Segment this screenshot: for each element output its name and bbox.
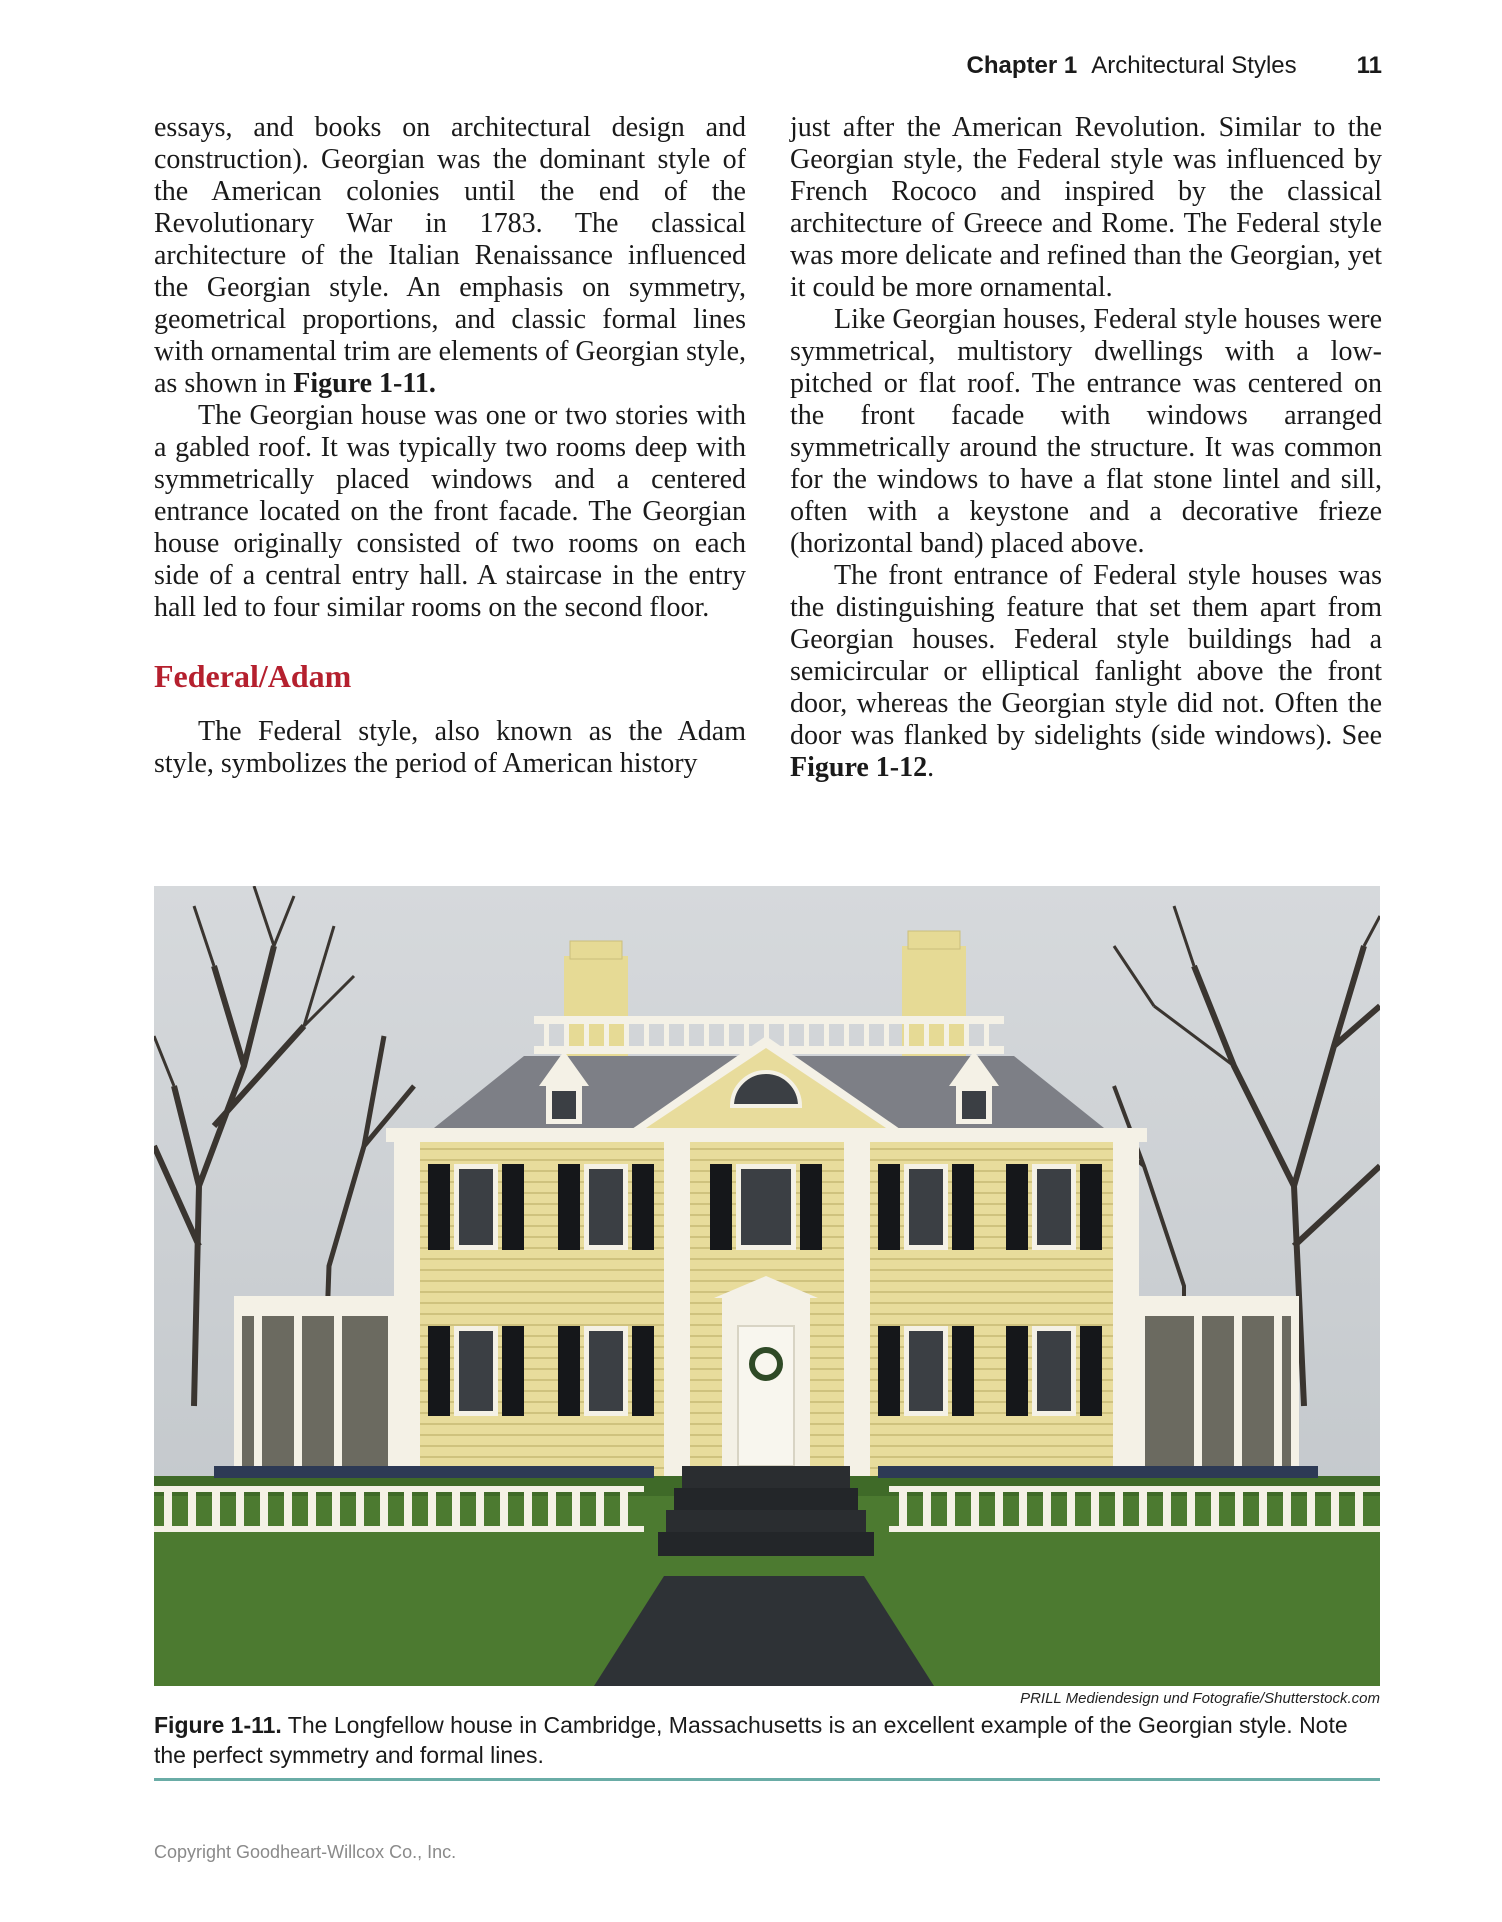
- front-steps: [658, 1466, 874, 1556]
- figure-photo: [154, 886, 1380, 1686]
- running-header: [0, 48, 1382, 84]
- photo-credit: PRILL Mediendesign und Fotografie/Shutterstock.com: [1020, 1690, 1380, 1707]
- paragraph: [790, 560, 1382, 784]
- paragraph-end: .: [927, 752, 935, 783]
- paragraph: [154, 112, 746, 400]
- chapter-title: Architectural Styles: [1091, 52, 1297, 79]
- figure-reference: Figure 1-11.: [293, 368, 436, 399]
- left-column: [154, 112, 746, 780]
- section-heading: Federal/Adam: [154, 658, 352, 694]
- foundation-right: [878, 1466, 1318, 1478]
- caption-rule: [154, 1778, 1380, 1781]
- house-photo-illustration: [154, 886, 1380, 1686]
- paragraph: Like Georgian houses, Federal style houses were symmetrical, multistory dwellings with a low-pitched or flat roof. The entrance was centered on the front facade with windows arranged symmetrically around the structure. It was common for the windows to have a flat stone lintel and sill, often with a keystone and a decorative frieze (horizontal band) placed above.: [790, 304, 1382, 559]
- figure-reference: Figure 1-12: [790, 752, 928, 783]
- foundation-left: [214, 1466, 654, 1478]
- copyright-footer: Copyright Goodheart-Willcox Co., Inc.: [154, 1842, 457, 1862]
- front-door: [714, 1276, 818, 1466]
- paragraph: The Georgian house was one or two stories with a gabled roof. It was typically two rooms deep with symmetrically placed windows and a centered entrance located on the front facade. The Georgian house originally consisted of two rooms on each side of a central entry hall. A staircase in the entry hall led to four similar rooms on the second floor.: [154, 400, 746, 623]
- paragraph-text: The front entrance of Federal style houses was the distinguishing feature that set them apart from Georgian houses. Federal style buildings had a semicircular or elliptical fanlight above the front door, whereas the Georgian style did not. Often the door was flanked by sidelights (side windows). See: [790, 560, 1382, 751]
- figure-caption: [154, 1710, 1380, 1770]
- paragraph-text: essays, and books on architectural design and construction). Georgian was the dominant style of the American colonies until the end of the Revolutionary War in 1783. The classical architecture of the Italian Renaissance influenced the Georgian style. An emphasis on symmetry, geometrical proportions, and classic formal lines with ornamental trim are elements of Georgian style, as shown in: [154, 112, 746, 399]
- chapter-label: Chapter 1: [966, 52, 1078, 79]
- caption-label: Figure 1-11.: [154, 1712, 282, 1738]
- right-column: [790, 112, 1382, 784]
- paragraph: The Federal style, also known as the Adam style, symbolizes the period of American history: [154, 716, 746, 779]
- caption-text: The Longfellow house in Cambridge, Massachusetts is an excellent example of the Georgian style. Note the perfect symmetry and formal lines.: [154, 1712, 1348, 1768]
- paragraph: just after the American Revolution. Similar to the Georgian style, the Federal style was influenced by French Rococo and inspired by the classical architecture of Greece and Rome. The Federal style was more delicate and refined than the Georgian, yet it could be more ornamental.: [790, 112, 1382, 303]
- page-number: 11: [1356, 52, 1382, 79]
